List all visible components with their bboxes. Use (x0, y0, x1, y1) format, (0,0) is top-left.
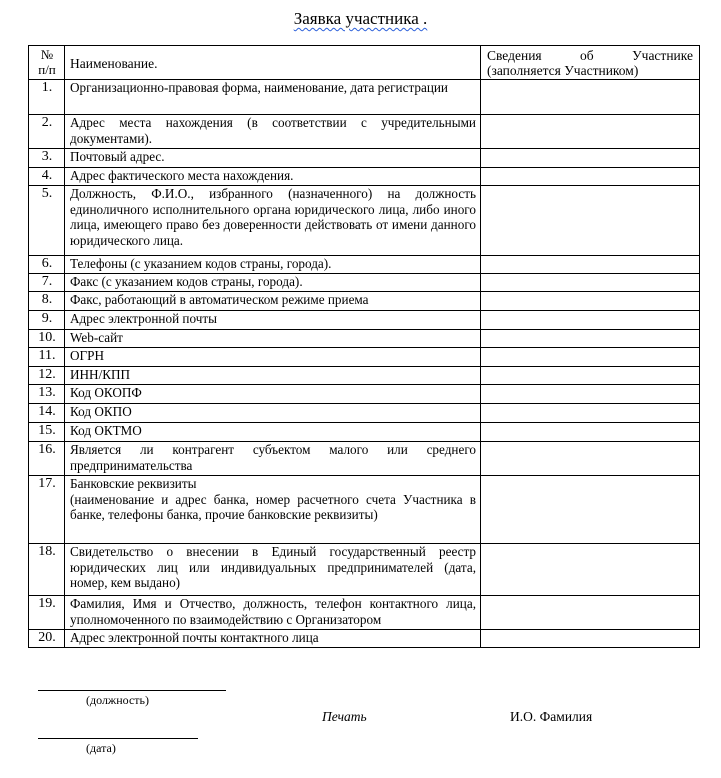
row-name: ОГРН (65, 348, 481, 367)
table-row (29, 367, 700, 385)
participant-value-cell[interactable] (481, 149, 700, 168)
header-num: № п/п (29, 46, 65, 80)
table-row (29, 476, 700, 544)
row-name-detail: (наименование и адрес банка, номер расчетного счета Участника в банке, телефоны банка, прочие банковские реквизиты) (70, 491, 476, 522)
row-number: 19. (29, 596, 65, 630)
row-name: Организационно-правовая форма, наименование, дата регистрации (65, 80, 481, 115)
row-number: 11. (29, 348, 65, 367)
participant-value-cell[interactable] (481, 256, 700, 274)
row-number: 8. (29, 292, 65, 311)
row-number: 7. (29, 274, 65, 292)
position-caption: (должность) (86, 693, 149, 707)
position-signature-line (38, 690, 226, 691)
row-name: Фамилия, Имя и Отчество, должность, телефон контактного лица, уполномоченного по взаимодействию с Организатором (65, 596, 481, 630)
row-name: Почтовый адрес. (65, 149, 481, 168)
row-name: Свидетельство о внесении в Единый государственный реестр юридических лиц или индивидуальных предпринимателей (дата, номер, кем выдано) (65, 544, 481, 596)
participant-value-cell[interactable] (481, 80, 700, 115)
table-row (29, 544, 700, 596)
date-caption: (дата) (86, 741, 116, 755)
participant-value-cell[interactable] (481, 367, 700, 385)
row-name: Адрес фактического места нахождения. (65, 168, 481, 186)
table-row (29, 330, 700, 348)
table-row (29, 292, 700, 311)
table-row (29, 186, 700, 256)
row-name: Адрес места нахождения (в соответствии с учредительными документами). (65, 115, 481, 149)
table-row (29, 115, 700, 149)
row-number: 3. (29, 149, 65, 168)
document-title: Заявка участника . (293, 9, 428, 28)
participant-application-table (28, 45, 700, 648)
header-info: Сведения об Участнике (заполняется Участником) (481, 46, 700, 80)
table-row (29, 630, 700, 648)
row-name (65, 476, 481, 544)
participant-value-cell[interactable] (481, 442, 700, 476)
table-row (29, 311, 700, 330)
row-name: ИНН/КПП (65, 367, 481, 385)
participant-value-cell[interactable] (481, 186, 700, 256)
row-name: Факс, работающий в автоматическом режиме приема (65, 292, 481, 311)
participant-value-cell[interactable] (481, 544, 700, 596)
participant-value-cell[interactable] (481, 292, 700, 311)
row-number: 16. (29, 442, 65, 476)
participant-value-cell[interactable] (481, 423, 700, 442)
table-row (29, 348, 700, 367)
participant-value-cell[interactable] (481, 596, 700, 630)
row-name: Web-сайт (65, 330, 481, 348)
row-name: Факс (с указанием кодов страны, города). (65, 274, 481, 292)
table-row (29, 256, 700, 274)
row-name: Код ОКПО (65, 404, 481, 423)
row-number: 12. (29, 367, 65, 385)
row-number: 6. (29, 256, 65, 274)
table-row (29, 404, 700, 423)
table-row (29, 149, 700, 168)
row-number: 10. (29, 330, 65, 348)
participant-value-cell[interactable] (481, 330, 700, 348)
participant-value-cell[interactable] (481, 476, 700, 544)
table-row (29, 596, 700, 630)
participant-value-cell[interactable] (481, 385, 700, 404)
participant-value-cell[interactable] (481, 115, 700, 149)
row-number: 13. (29, 385, 65, 404)
header-name: Наименование. (65, 46, 481, 80)
row-name: Код ОКТМО (65, 423, 481, 442)
signatory-name: И.О. Фамилия (510, 709, 593, 724)
row-number: 4. (29, 168, 65, 186)
table-row (29, 274, 700, 292)
row-number: 2. (29, 115, 65, 149)
participant-value-cell[interactable] (481, 404, 700, 423)
participant-value-cell[interactable] (481, 311, 700, 330)
row-number: 14. (29, 404, 65, 423)
row-name: Телефоны (с указанием кодов страны, города). (65, 256, 481, 274)
row-number: 20. (29, 630, 65, 648)
participant-value-cell[interactable] (481, 630, 700, 648)
date-signature-line (38, 738, 198, 739)
row-name: Код ОКОПФ (65, 385, 481, 404)
participant-value-cell[interactable] (481, 348, 700, 367)
table-row (29, 442, 700, 476)
table-header-row (29, 46, 700, 80)
row-name: Адрес электронной почты (65, 311, 481, 330)
row-name: Является ли контрагент субъектом малого или среднего предпринимательства (65, 442, 481, 476)
row-name: Должность, Ф.И.О., избранного (назначенного) на должность единоличного исполнительного органа юридического лица, либо иного лица, имеющего право без доверенности действовать от имени данного юридического лица. (65, 186, 481, 256)
table-row (29, 423, 700, 442)
row-name: Адрес электронной почты контактного лица (65, 630, 481, 648)
row-number: 17. (29, 476, 65, 544)
row-number: 1. (29, 80, 65, 115)
row-number: 9. (29, 311, 65, 330)
row-number: 18. (29, 544, 65, 596)
row-number: 5. (29, 186, 65, 256)
participant-value-cell[interactable] (481, 274, 700, 292)
stamp-label: Печать (322, 709, 367, 724)
table-row (29, 80, 700, 115)
table-row (29, 385, 700, 404)
row-name-line: Банковские реквизиты (70, 476, 197, 491)
table-row (29, 168, 700, 186)
participant-value-cell[interactable] (481, 168, 700, 186)
row-number: 15. (29, 423, 65, 442)
